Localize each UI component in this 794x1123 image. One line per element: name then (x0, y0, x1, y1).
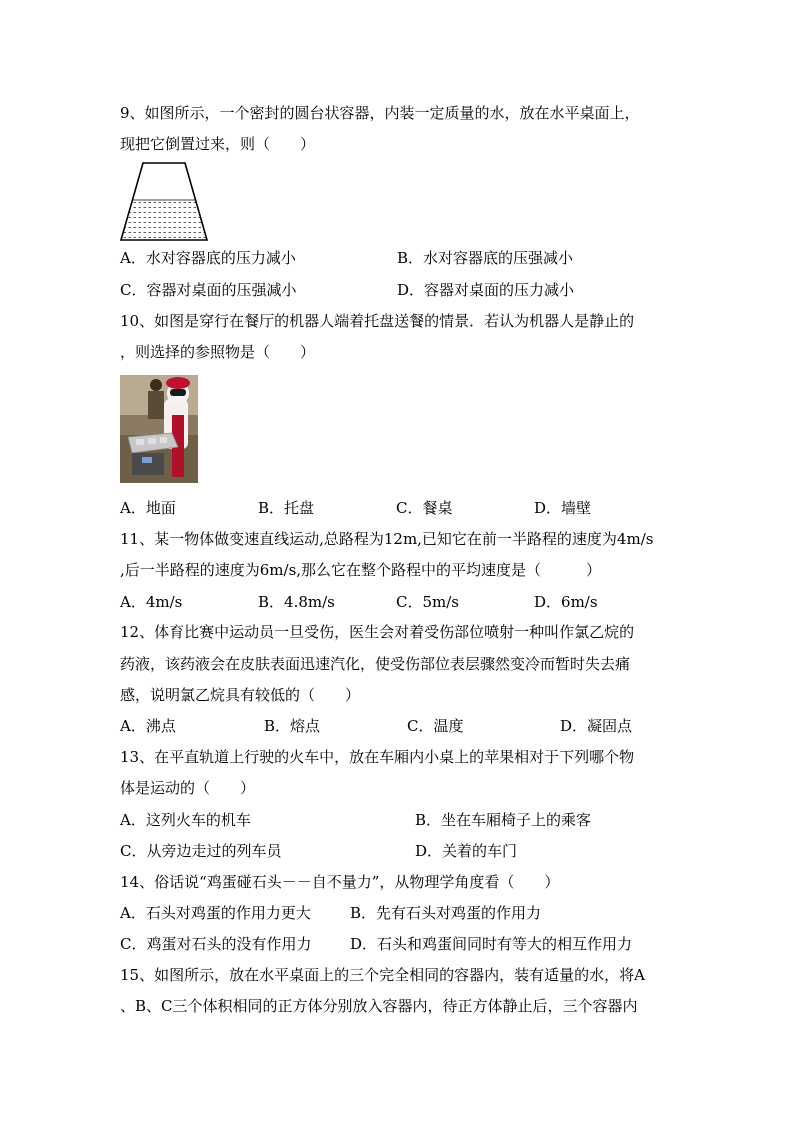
q14-option-b[interactable]: B．先有石头对鸡蛋的作用力 (350, 904, 542, 922)
q12-line1: 12、体育比赛中运动员一旦受伤，医生会对着受伤部位喷射一种叫作氯乙烷的 (120, 623, 635, 641)
q12-option-a[interactable]: A．沸点 (120, 717, 176, 735)
q11-line1: 11、某一物体做变速直线运动,总路程为12m,已知它在前一半路程的速度为4m/s (120, 530, 654, 548)
q12-line3: 感，说明氯乙烷具有较低的（ ） (120, 686, 361, 704)
q15-line2: 、B、C三个体积相同的正方体分别放入容器内，待正方体静止后，三个容器内 (120, 997, 638, 1015)
q12-option-d[interactable]: D．凝固点 (560, 717, 633, 735)
q14-option-a[interactable]: A．石头对鸡蛋的作用力更大 (120, 904, 311, 922)
q14-option-d[interactable]: D．石头和鸡蛋间同时有等大的相互作用力 (350, 935, 633, 953)
q14-line1: 14、俗话说“鸡蛋碰石头－－自不量力”，从物理学角度看（ ） (120, 873, 560, 891)
q10-line2: ，则选择的参照物是（ ） (120, 343, 316, 361)
q13-line1: 13、在平直轨道上行驶的火车中，放在车厢内小桌上的苹果相对于下列哪个物 (120, 748, 635, 766)
q11-option-d[interactable]: D．6m/s (534, 593, 598, 611)
q12-line2: 药液，该药液会在皮肤表面迅速汽化，使受伤部位表层骤然变冷而暂时失去痛 (120, 655, 631, 673)
q13-line2: 体是运动的（ ） (120, 779, 256, 797)
q10-option-c[interactable]: C．餐桌 (396, 499, 453, 517)
q9-option-d[interactable]: D．容器对桌面的压力减小 (397, 281, 575, 299)
q9-option-a[interactable]: A．水对容器底的压力减小 (120, 249, 296, 267)
q9-option-c[interactable]: C．容器对桌面的压强减小 (120, 281, 297, 299)
q10-option-a[interactable]: A．地面 (120, 499, 176, 517)
q10-option-b[interactable]: B．托盘 (258, 499, 315, 517)
q9-line1: 9、如图所示，一个密封的圆台状容器，内装一定质量的水，放在水平桌面上， (120, 104, 640, 122)
q12-option-c[interactable]: C．温度 (407, 717, 464, 735)
q11-option-c[interactable]: C．5m/s (396, 593, 459, 611)
water-region (121, 200, 207, 240)
q13-option-b[interactable]: B．坐在车厢椅子上的乘客 (415, 811, 592, 829)
q15-line1: 15、如图所示，放在水平桌面上的三个完全相同的容器内，装有适量的水，将A (120, 966, 645, 984)
q14-option-c[interactable]: C．鸡蛋对石头的没有作用力 (120, 935, 312, 953)
q13-option-a[interactable]: A．这列火车的机车 (120, 811, 251, 829)
q12-option-b[interactable]: B．熔点 (264, 717, 321, 735)
q11-option-b[interactable]: B．4.8m/s (258, 593, 335, 611)
frustum-container-figure (118, 160, 210, 244)
restaurant-robot-photo (120, 375, 198, 483)
q13-option-c[interactable]: C．从旁边走过的列车员 (120, 842, 282, 860)
q9-line2: 现把它倒置过来，则（ ） (120, 135, 316, 153)
q10-line1: 10、如图是穿行在餐厅的机器人端着托盘送餐的情景．若认为机器人是静止的 (120, 312, 635, 330)
q11-line2: ,后一半路程的速度为6m/s,那么它在整个路程中的平均速度是（ ） (120, 561, 602, 579)
q11-option-a[interactable]: A．4m/s (120, 593, 183, 611)
q10-option-d[interactable]: D．墙壁 (534, 499, 592, 517)
q13-option-d[interactable]: D．关着的车门 (415, 842, 518, 860)
q9-option-b[interactable]: B．水对容器底的压强减小 (397, 249, 574, 267)
